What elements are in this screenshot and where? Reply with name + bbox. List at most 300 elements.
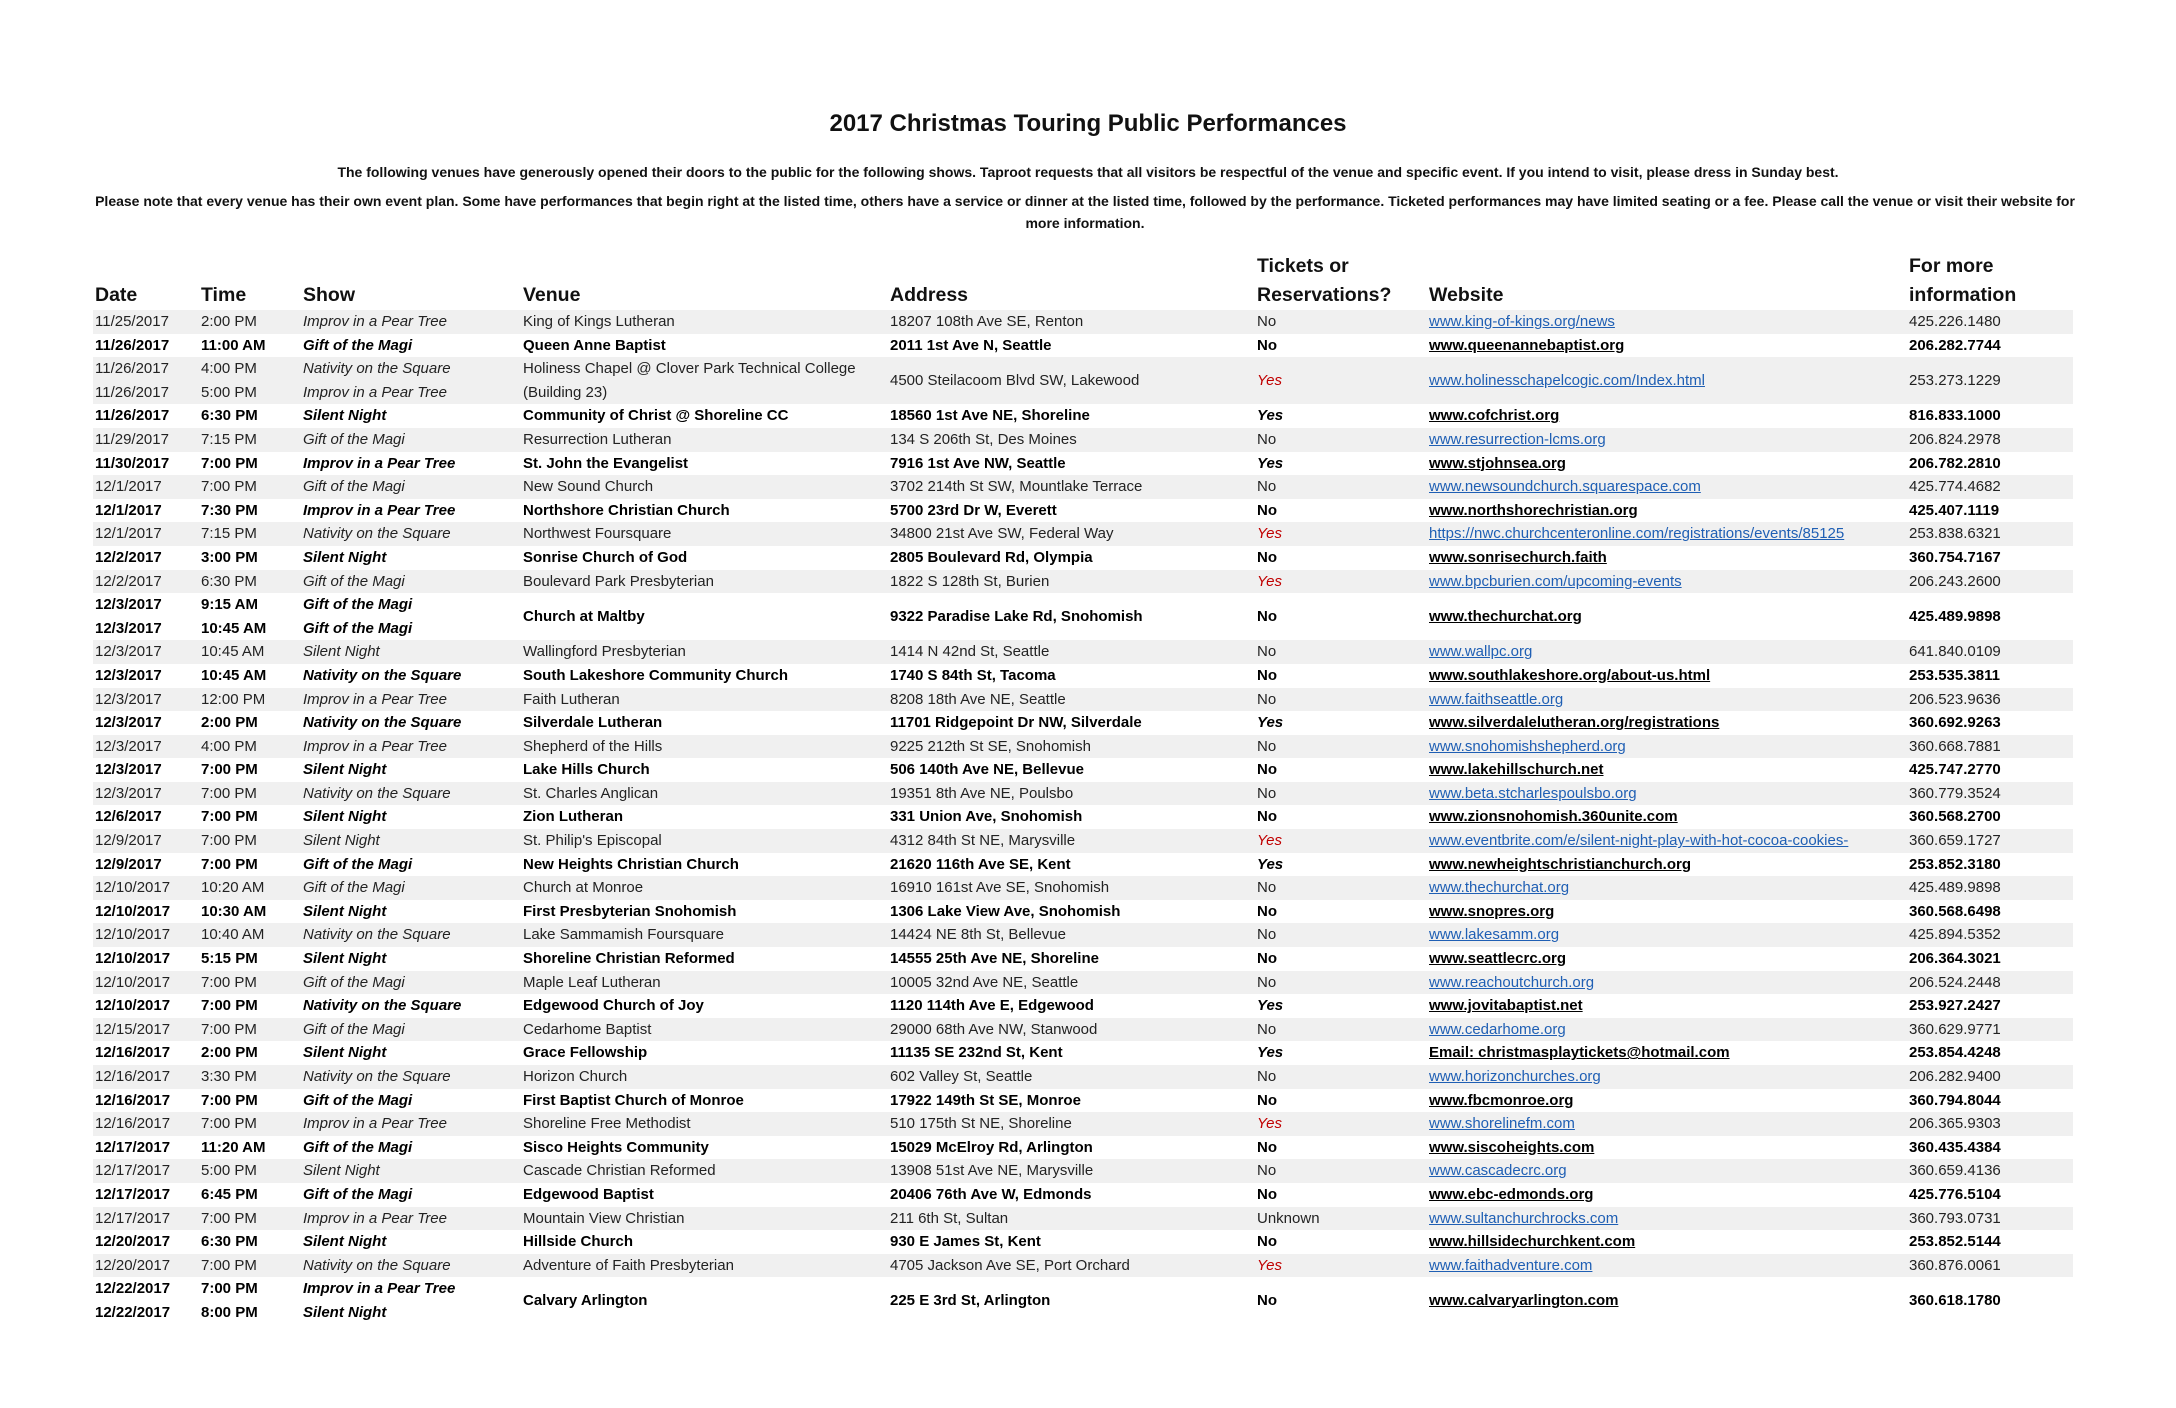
address-cell: 9225 212th St SE, Snohomish (888, 735, 1255, 759)
show-cell: Silent Night (301, 640, 521, 664)
phone-cell: 360.754.7167 (1909, 548, 2001, 566)
venue-cell: Hillside Church (523, 1233, 634, 1251)
address-cell: 2805 Boulevard Rd, Olympia (890, 548, 1093, 566)
table-row (93, 900, 2073, 924)
table-row (93, 1041, 2073, 1065)
time-cell: 3:00 PM (201, 548, 258, 566)
table-row (93, 782, 2073, 806)
date-cell: 11/26/2017 (95, 407, 170, 425)
venue-cell: Edgewood Church of Joy (523, 997, 704, 1015)
venue-cell: Adventure of Faith Presbyterian (521, 1254, 888, 1278)
website-link[interactable]: www.snohomishshepherd.org (1427, 735, 1907, 759)
column-header-address: Address (890, 284, 969, 306)
show-cell: Improv in a Pear Tree (303, 501, 456, 519)
column-header-show: Show (303, 284, 355, 306)
phone-cell: 360.876.0061 (1907, 1254, 2073, 1278)
tickets-cell: No (1255, 688, 1427, 712)
date-cell: 12/6/2017 (95, 808, 162, 826)
column-header-date: Date (95, 284, 138, 306)
address-cell: 11701 Ridgepoint Dr NW, Silverdale (890, 714, 1142, 732)
table-row (93, 688, 2073, 712)
time-cell (199, 593, 301, 640)
show-cell: Improv in a Pear Tree (301, 1207, 521, 1231)
date-cell: 12/16/2017 (93, 1112, 199, 1136)
website-link[interactable]: www.northshorechristian.org (1429, 501, 1638, 519)
address-cell: 4312 84th St NE, Marysville (888, 829, 1255, 853)
website-link[interactable]: www.snopres.org (1429, 902, 1555, 920)
venue-cell: Church at Maltby (523, 607, 645, 625)
venue-cell: Maple Leaf Lutheran (521, 971, 888, 995)
time-cell: 6:30 PM (201, 1233, 258, 1251)
website-link[interactable]: Email: christmasplaytickets@hotmail.com (1429, 1044, 1730, 1062)
venue-cell: Sonrise Church of God (523, 548, 688, 566)
website-link[interactable]: www.siscoheights.com (1429, 1138, 1595, 1156)
show-cell: Silent Night (303, 902, 387, 920)
website-link[interactable]: www.jovitabaptist.net (1429, 997, 1583, 1015)
address-cell: 8208 18th Ave NE, Seattle (888, 688, 1255, 712)
time-cell: 10:30 AM (201, 902, 267, 920)
show-cell (301, 593, 521, 640)
time-cell: 7:15 PM (199, 522, 301, 546)
show-cell: Gift of the Magi (301, 570, 521, 594)
show-cell: Gift of the Magi (303, 1091, 413, 1109)
phone-cell: 253.838.6321 (1907, 522, 2073, 546)
phone-cell: 360.779.3524 (1907, 782, 2073, 806)
website-link[interactable]: https://nwc.churchcenteronline.com/registrations/events/85125 (1427, 522, 1907, 546)
date-cell: 12/17/2017 (93, 1207, 199, 1231)
tickets-cell: No (1257, 950, 1277, 968)
date-cell: 12/2/2017 (93, 570, 199, 594)
show-cell (301, 357, 521, 404)
time-cell: 7:00 PM (201, 1091, 258, 1109)
address-cell: 930 E James St, Kent (890, 1233, 1041, 1251)
tickets-cell: No (1257, 666, 1277, 684)
date-cell: 12/10/2017 (93, 876, 199, 900)
time-cell: 5:15 PM (201, 950, 258, 968)
tickets-cell: No (1257, 501, 1277, 519)
table-row (93, 1230, 2073, 1254)
time-cell-line: 4:00 PM (201, 360, 257, 378)
website-link[interactable]: www.calvaryarlington.com (1429, 1292, 1619, 1310)
date-cell: 11/30/2017 (95, 454, 170, 472)
tickets-cell: No (1255, 1018, 1427, 1042)
phone-cell: 425.894.5352 (1907, 923, 2073, 947)
table-row (93, 428, 2073, 452)
address-cell: 7916 1st Ave NW, Seattle (890, 454, 1066, 472)
website-link[interactable]: www.queenannebaptist.org (1429, 336, 1625, 354)
show-cell: Nativity on the Square (303, 997, 462, 1015)
website-link[interactable]: www.king-of-kings.org/news (1427, 310, 1907, 334)
tickets-cell: No (1257, 1091, 1277, 1109)
phone-cell: 425.489.9898 (1909, 607, 2001, 625)
venue-cell: First Baptist Church of Monroe (523, 1091, 744, 1109)
date-cell: 11/25/2017 (93, 310, 199, 334)
tickets-cell: Unknown (1255, 1207, 1427, 1231)
website-link[interactable]: www.seattlecrc.org (1429, 950, 1566, 968)
website-link[interactable]: www.thechurchat.org (1427, 876, 1907, 900)
table-row (93, 593, 2073, 640)
website-link[interactable]: www.resurrection-lcms.org (1427, 428, 1907, 452)
date-cell-line: 12/22/2017 (95, 1280, 171, 1298)
website-link[interactable]: www.bpcburien.com/upcoming-events (1427, 570, 1907, 594)
phone-cell: 253.535.3811 (1909, 666, 2000, 684)
show-cell: Gift of the Magi (303, 1138, 413, 1156)
venue-cell: Grace Fellowship (523, 1044, 648, 1062)
address-cell: 5700 23rd Dr W, Everett (890, 501, 1057, 519)
address-cell: 2011 1st Ave N, Seattle (890, 336, 1052, 354)
venue-cell: South Lakeshore Community Church (523, 666, 789, 684)
venue-cell: Community of Christ @ Shoreline CC (523, 407, 789, 425)
phone-cell: 360.793.0731 (1907, 1207, 2073, 1231)
address-cell: 18560 1st Ave NE, Shoreline (890, 407, 1090, 425)
date-cell: 12/15/2017 (93, 1018, 199, 1042)
venue-cell: Zion Lutheran (523, 808, 623, 826)
column-header-venue: Venue (523, 284, 581, 306)
website-link[interactable]: www.sonrisechurch.faith (1429, 548, 1607, 566)
phone-cell: 206.824.2978 (1907, 428, 2073, 452)
phone-cell: 425.776.5104 (1909, 1185, 2001, 1203)
address-cell: 21620 116th Ave SE, Kent (890, 855, 1071, 873)
time-cell: 10:20 AM (199, 876, 301, 900)
website-link[interactable]: www.lakehillschurch.net (1429, 761, 1604, 779)
date-cell: 12/17/2017 (95, 1185, 171, 1203)
date-cell: 12/10/2017 (95, 950, 171, 968)
page-title: 2017 Christmas Touring Public Performances (829, 110, 1347, 137)
phone-cell: 206.282.9400 (1907, 1065, 2073, 1089)
venue-cell: Wallingford Presbyterian (521, 640, 888, 664)
visit-note: Please note that every venue has their own event plan. Some have performances that begin right at the listed time, others have a service or dinner at the listed time, followed by the performance. Ticketed performances may have limited seating or a fee. Please call the venue or visit their website for more information. (95, 193, 2075, 231)
website-link[interactable]: www.hillsidechurchkent.com (1429, 1233, 1636, 1251)
venue-cell: Resurrection Lutheran (521, 428, 888, 452)
show-cell: Nativity on the Square (301, 1065, 521, 1089)
address-cell: 11135 SE 232nd St, Kent (890, 1044, 1063, 1062)
phone-cell: 360.668.7881 (1907, 735, 2073, 759)
tickets-cell: No (1255, 310, 1427, 334)
date-cell: 12/16/2017 (93, 1065, 199, 1089)
phone-cell: 425.407.1119 (1909, 501, 2000, 519)
table-header-row (93, 252, 2073, 310)
date-cell-line: 12/3/2017 (95, 596, 162, 614)
time-cell: 7:30 PM (201, 501, 258, 519)
time-cell: 7:15 PM (199, 428, 301, 452)
website-link[interactable]: www.cascadecrc.org (1427, 1159, 1907, 1183)
venue-cell: Edgewood Baptist (523, 1185, 654, 1203)
table-row (93, 1112, 2073, 1136)
website-link[interactable]: www.faithadventure.com (1427, 1254, 1907, 1278)
phone-cell: 641.840.0109 (1907, 640, 2073, 664)
phone-cell: 816.833.1000 (1909, 407, 2001, 425)
time-cell-line: 9:15 AM (201, 596, 258, 614)
table-row (93, 876, 2073, 900)
phone-cell: 360.629.9771 (1907, 1018, 2073, 1042)
show-cell: Silent Night (303, 761, 387, 779)
table-row (93, 640, 2073, 664)
tickets-cell: Yes (1255, 357, 1427, 404)
show-cell: Gift of the Magi (301, 475, 521, 499)
venue-cell: Northshore Christian Church (523, 501, 730, 519)
tickets-cell: Yes (1255, 522, 1427, 546)
table-row (93, 1207, 2073, 1231)
show-cell: Silent Night (303, 950, 387, 968)
table-row (93, 475, 2073, 499)
phone-cell: 206.523.9636 (1907, 688, 2073, 712)
website-link[interactable]: www.lakesamm.org (1427, 923, 1907, 947)
website-link[interactable]: www.sultanchurchrocks.com (1427, 1207, 1907, 1231)
website-link[interactable]: www.wallpc.org (1427, 640, 1907, 664)
address-cell: 14424 NE 8th St, Bellevue (888, 923, 1255, 947)
time-cell-line: 5:00 PM (201, 383, 257, 401)
time-cell: 7:00 PM (199, 829, 301, 853)
venue-cell: Northwest Foursquare (521, 522, 888, 546)
date-cell: 12/20/2017 (95, 1233, 171, 1251)
date-cell: 12/9/2017 (93, 829, 199, 853)
time-cell: 10:45 AM (201, 666, 267, 684)
phone-cell: 360.659.1727 (1907, 829, 2073, 853)
show-cell: Silent Night (303, 548, 387, 566)
address-cell: 18207 108th Ave SE, Renton (888, 310, 1255, 334)
column-header-time: Time (201, 284, 247, 306)
phone-cell: 360.568.2700 (1909, 808, 2001, 826)
column-header-tickets: Tickets or Reservations? (1257, 255, 1392, 306)
website-link[interactable]: www.reachoutchurch.org (1427, 971, 1907, 995)
website-link[interactable]: www.thechurchat.org (1429, 607, 1582, 625)
date-cell: 11/29/2017 (93, 428, 199, 452)
venue-cell: Sisco Heights Community (523, 1138, 709, 1156)
address-cell: 13908 51st Ave NE, Marysville (888, 1159, 1255, 1183)
address-cell: 602 Valley St, Seattle (888, 1065, 1255, 1089)
date-cell-line: 12/3/2017 (95, 619, 162, 637)
tickets-cell: No (1257, 1185, 1277, 1203)
time-cell: 7:00 PM (201, 761, 258, 779)
phone-cell: 360.435.4384 (1909, 1138, 2001, 1156)
address-cell: 331 Union Ave, Snohomish (890, 808, 1083, 826)
date-cell (93, 357, 199, 404)
phone-cell: 206.243.2600 (1907, 570, 2073, 594)
tickets-cell: Yes (1255, 1112, 1427, 1136)
table-row (93, 1254, 2073, 1278)
show-cell: Gift of the Magi (301, 971, 521, 995)
table-row (93, 1159, 2073, 1183)
tickets-cell: No (1257, 902, 1277, 920)
date-cell: 12/20/2017 (93, 1254, 199, 1278)
show-cell: Improv in a Pear Tree (301, 1112, 521, 1136)
time-cell (199, 1277, 301, 1324)
date-cell: 12/3/2017 (95, 761, 162, 779)
tickets-cell: No (1257, 607, 1277, 625)
venue-cell: Shepherd of the Hills (521, 735, 888, 759)
address-cell: 506 140th Ave NE, Bellevue (890, 761, 1084, 779)
phone-cell: 425.489.9898 (1907, 876, 2073, 900)
phone-cell: 206.364.3021 (1909, 950, 2001, 968)
tickets-cell: No (1255, 782, 1427, 806)
address-cell: 10005 32nd Ave NE, Seattle (888, 971, 1255, 995)
tickets-cell: Yes (1255, 570, 1427, 594)
table-row (93, 994, 2073, 1018)
show-cell: Nativity on the Square (301, 522, 521, 546)
website-link[interactable]: www.holinesschapelcogic.com/Index.html (1427, 357, 1907, 404)
time-cell-line: 7:00 PM (201, 1280, 258, 1298)
date-cell: 12/10/2017 (93, 923, 199, 947)
website-link[interactable]: www.ebc-edmonds.org (1429, 1185, 1594, 1203)
address-cell: 17922 149th St SE, Monroe (890, 1091, 1081, 1109)
show-cell: Silent Night (303, 808, 387, 826)
address-cell: 9322 Paradise Lake Rd, Snohomish (890, 607, 1143, 625)
website-link[interactable]: www.southlakeshore.org/about-us.html (1429, 666, 1711, 684)
tickets-cell: Yes (1257, 407, 1284, 425)
address-cell: 1740 S 84th St, Tacoma (890, 666, 1056, 684)
show-cell: Gift of the Magi (301, 428, 521, 452)
website-link[interactable]: www.silverdalelutheran.org/registrations (1429, 714, 1720, 732)
table-row (93, 1018, 2073, 1042)
venue-cell: Mountain View Christian (521, 1207, 888, 1231)
date-cell: 12/3/2017 (95, 714, 162, 732)
column-header-info: For more information (1909, 255, 2017, 306)
website-link[interactable]: www.faithseattle.org (1427, 688, 1907, 712)
time-cell: 2:00 PM (201, 714, 258, 732)
show-cell: Gift of the Magi (303, 336, 413, 354)
table-row (93, 310, 2073, 334)
address-cell: 1414 N 42nd St, Seattle (888, 640, 1255, 664)
table-body (93, 310, 2073, 1325)
show-cell: Nativity on the Square (301, 782, 521, 806)
website-link[interactable]: www.eventbrite.com/e/silent-night-play-with-hot-cocoa-cookies- (1427, 829, 1907, 853)
venue-cell: Church at Monroe (521, 876, 888, 900)
time-cell: 6:30 PM (201, 407, 258, 425)
website-link[interactable]: www.horizonchurches.org (1427, 1065, 1907, 1089)
date-cell: 12/3/2017 (93, 735, 199, 759)
date-cell: 12/16/2017 (95, 1091, 171, 1109)
table-row (93, 357, 2073, 404)
address-cell: 16910 161st Ave SE, Snohomish (888, 876, 1255, 900)
show-cell (301, 1277, 521, 1324)
show-cell: Silent Night (301, 829, 521, 853)
phone-cell: 206.365.9303 (1907, 1112, 2073, 1136)
show-cell: Gift of the Magi (301, 876, 521, 900)
show-cell: Improv in a Pear Tree (301, 310, 521, 334)
table-row (93, 452, 2073, 476)
table-row (93, 1089, 2073, 1113)
website-link[interactable]: www.stjohnsea.org (1429, 454, 1566, 472)
time-cell: 7:00 PM (199, 971, 301, 995)
show-cell-line: Improv in a Pear Tree (303, 383, 447, 401)
intro-note: The following venues have generously opened their doors to the public for the following shows. Taproot requests that all visitors be respectful of the venue and specific event. If you intend to visit, please dress in Sunday best. (337, 164, 1839, 180)
website-link[interactable]: www.cedarhome.org (1427, 1018, 1907, 1042)
show-cell: Silent Night (303, 1044, 387, 1062)
website-link[interactable]: www.shorelinefm.com (1427, 1112, 1907, 1136)
time-cell: 7:00 PM (201, 855, 258, 873)
time-cell: 7:00 PM (201, 997, 258, 1015)
tickets-cell: Yes (1255, 829, 1427, 853)
show-cell: Improv in a Pear Tree (303, 454, 456, 472)
tickets-cell: Yes (1257, 714, 1284, 732)
time-cell: 11:20 AM (201, 1138, 266, 1156)
website-link[interactable]: www.beta.stcharlespoulsbo.org (1427, 782, 1907, 806)
time-cell: 7:00 PM (199, 1207, 301, 1231)
address-cell: 14555 25th Ave NE, Shoreline (890, 950, 1099, 968)
tickets-cell: No (1257, 548, 1277, 566)
show-cell: Nativity on the Square (303, 714, 462, 732)
table-row (93, 1065, 2073, 1089)
tickets-cell: No (1255, 1159, 1427, 1183)
address-cell: 134 S 206th St, Des Moines (888, 428, 1255, 452)
website-link[interactable]: www.fbcmonroe.org (1429, 1091, 1574, 1109)
show-cell: Gift of the Magi (303, 1185, 413, 1203)
tickets-cell: No (1255, 876, 1427, 900)
column-header-website: Website (1429, 284, 1504, 306)
venue-cell: Shoreline Free Methodist (521, 1112, 888, 1136)
phone-cell: 425.747.2770 (1909, 761, 2001, 779)
phone-cell: 360.568.6498 (1909, 902, 2001, 920)
address-cell: 15029 McElroy Rd, Arlington (890, 1138, 1093, 1156)
address-cell: 19351 8th Ave NE, Poulsbo (888, 782, 1255, 806)
table-row (93, 499, 2073, 523)
table-row (93, 758, 2073, 782)
website-link[interactable]: www.zionsnohomish.360unite.com (1429, 808, 1678, 826)
venue-cell: New Heights Christian Church (523, 855, 739, 873)
venue-cell: Queen Anne Baptist (523, 336, 666, 354)
show-cell-line: Silent Night (303, 1303, 387, 1321)
time-cell: 7:00 PM (201, 808, 258, 826)
tickets-cell: No (1255, 971, 1427, 995)
time-cell: 7:00 PM (199, 1254, 301, 1278)
show-cell: Silent Night (303, 1233, 387, 1251)
tickets-cell: Yes (1257, 1044, 1284, 1062)
address-cell: 1306 Lake View Ave, Snohomish (890, 902, 1121, 920)
table-row (93, 546, 2073, 570)
table-row (93, 947, 2073, 971)
date-cell (93, 1277, 199, 1324)
tickets-cell: Yes (1257, 454, 1284, 472)
website-link[interactable]: www.cofchrist.org (1429, 407, 1560, 425)
venue-cell: Lake Sammamish Foursquare (521, 923, 888, 947)
address-cell: 4500 Steilacoom Blvd SW, Lakewood (888, 357, 1255, 404)
website-link[interactable]: www.newheightschristianchurch.org (1429, 855, 1691, 873)
venue-cell: St. Charles Anglican (521, 782, 888, 806)
phone-cell: 253.854.4248 (1909, 1044, 2001, 1062)
time-cell: 10:45 AM (199, 640, 301, 664)
phone-cell: 425.226.1480 (1907, 310, 2073, 334)
time-cell-line: 8:00 PM (201, 1303, 258, 1321)
tickets-cell: No (1255, 735, 1427, 759)
date-cell: 12/10/2017 (93, 971, 199, 995)
performances-table (93, 252, 2073, 1325)
phone-cell: 206.524.2448 (1907, 971, 2073, 995)
tickets-cell: No (1255, 1065, 1427, 1089)
time-cell: 2:00 PM (199, 310, 301, 334)
table-row (93, 1136, 2073, 1160)
show-cell: Nativity on the Square (301, 923, 521, 947)
address-cell: 29000 68th Ave NW, Stanwood (888, 1018, 1255, 1042)
website-link[interactable]: www.newsoundchurch.squarespace.com (1427, 475, 1907, 499)
venue-cell: Calvary Arlington (523, 1292, 648, 1310)
table-row (93, 711, 2073, 735)
table-row (93, 334, 2073, 358)
tickets-cell: No (1255, 428, 1427, 452)
tickets-cell: No (1255, 475, 1427, 499)
tickets-cell: Yes (1257, 855, 1284, 873)
phone-cell: 253.852.3180 (1909, 855, 2001, 873)
date-cell: 12/3/2017 (93, 640, 199, 664)
date-cell: 12/2/2017 (95, 548, 162, 566)
phone-cell: 425.774.4682 (1907, 475, 2073, 499)
show-cell: Gift of the Magi (303, 855, 413, 873)
venue-cell: Cascade Christian Reformed (521, 1159, 888, 1183)
phone-cell: 360.659.4136 (1907, 1159, 2073, 1183)
time-cell: 7:00 PM (199, 1112, 301, 1136)
phone-cell: 253.273.1229 (1907, 357, 2073, 404)
tickets-cell: No (1257, 1138, 1277, 1156)
tickets-cell: No (1255, 640, 1427, 664)
